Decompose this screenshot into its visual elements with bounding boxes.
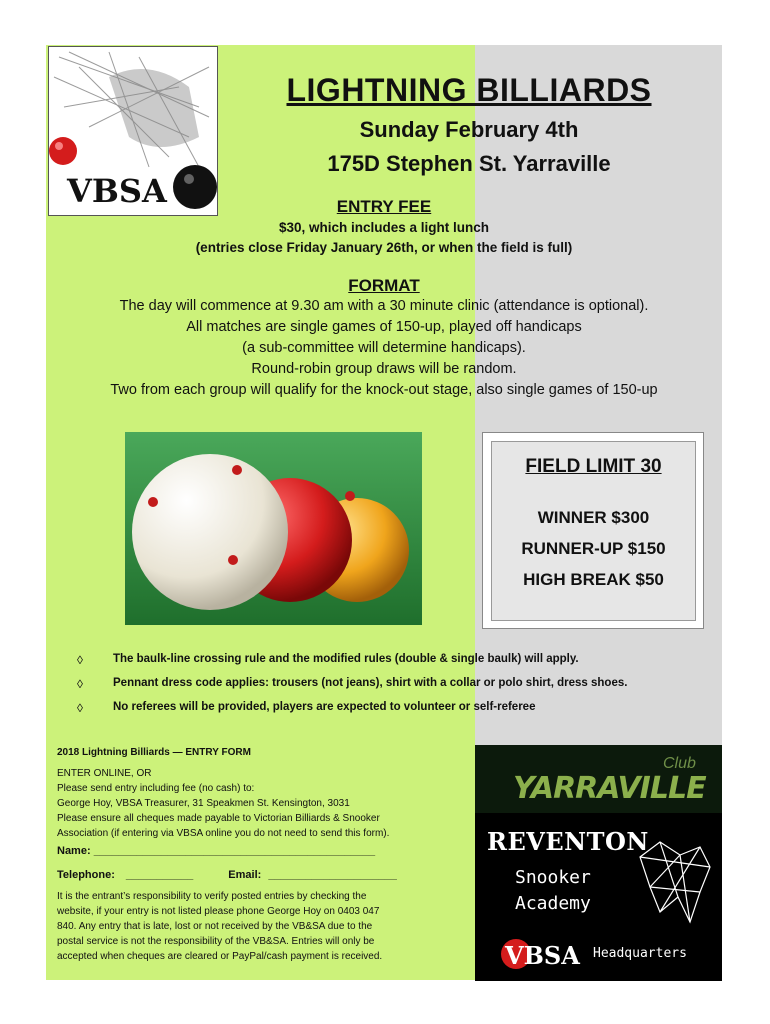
entry-fee-heading: ENTRY FEE	[336, 197, 432, 216]
name-blank[interactable]: ______________________________________________	[93, 845, 376, 857]
event-date: Sunday February 4th	[359, 117, 579, 142]
white-ball	[132, 454, 288, 610]
prize-panel	[491, 441, 696, 621]
entry-form-title: 2018 Lightning Billiards — ENTRY FORM	[57, 747, 251, 758]
red-ball-icon	[49, 137, 77, 165]
form-line: Association (if entering via VBSA online you do not need to send this form).	[57, 828, 390, 839]
email-label: Email:	[228, 869, 262, 881]
vbsa-logo-graphic	[49, 47, 217, 215]
format-line: Round-robin group draws will be random.	[251, 361, 517, 377]
form-line: George Hoy, VBSA Treasurer, 31 Speakmen St. Kensington, 3031	[57, 798, 350, 809]
yarraville-logo-text: YARRAVILLE	[513, 771, 706, 806]
yarraville-club-banner	[475, 745, 722, 813]
note-line: It is the entrant’s responsibility to verify posted entries by checking the	[57, 891, 367, 902]
entry-fee-line: $30, which includes a light lunch	[278, 220, 490, 235]
academy-word: Academy	[515, 893, 591, 914]
telephone-blank[interactable]: ___________	[125, 869, 194, 881]
diamond-bullet-icon: ◊	[77, 677, 83, 691]
billiard-balls-image	[125, 432, 422, 625]
club-word: Club	[663, 755, 696, 772]
vbsa-footer-logo: VBSA	[505, 941, 580, 970]
note-line: postal service is not the responsibility of the VB&SA. Entries will only be	[57, 936, 375, 947]
format-line: The day will commence at 9.30 am with a 30 minute clinic (attendance is optional).	[119, 298, 649, 314]
format-line: (a sub-committee will determine handicaps).	[242, 340, 526, 356]
name-field[interactable]	[57, 845, 375, 857]
name-label: Name:	[57, 845, 91, 857]
field-limit: FIELD LIMIT 30	[525, 456, 662, 477]
note-line: 840. Any entry that is late, lost or not received by the VB&SA due to the	[57, 921, 373, 932]
club-advert	[475, 745, 722, 981]
format-heading: FORMAT	[348, 276, 420, 295]
form-line: Please ensure all cheques made payable to Victorian Billiards & Snooker	[57, 813, 380, 824]
page-title: LIGHTNING BILLIARDS	[286, 72, 652, 108]
high-break-prize: HIGH BREAK $50	[523, 570, 664, 589]
rule-item: Pennant dress code applies: trousers (not jeans), shirt with a collar or polo shirt, dress shoes.	[113, 677, 628, 689]
vbsa-logo-text: VBSA	[67, 172, 167, 210]
winner-prize: WINNER $300	[537, 508, 650, 527]
note-line: website, if your entry is not listed please phone George Hoy on 0403 047	[57, 906, 380, 917]
snooker-word: Snooker	[515, 867, 591, 888]
billiard-balls-photo	[125, 432, 422, 625]
email-blank[interactable]: _____________________	[268, 869, 397, 881]
vbsa-logo	[48, 46, 218, 216]
rule-item: No referees will be provided, players are expected to volunteer or self-referee	[113, 701, 536, 713]
format-line: Two from each group will qualify for the knock-out stage, also single games of 150-up	[110, 382, 658, 398]
event-address: 175D Stephen St. Yarraville	[327, 151, 611, 176]
prize-box	[482, 432, 704, 629]
entry-close-line: (entries close Friday January 26th, or when the field is full)	[195, 240, 573, 255]
telephone-label: Telephone:	[57, 869, 115, 881]
diamond-bullet-icon: ◊	[77, 653, 83, 667]
reventon-title: REVENTON	[487, 827, 649, 856]
diamond-bullet-icon: ◊	[77, 701, 83, 715]
bull-icon	[630, 837, 718, 933]
runner-up-prize: RUNNER-UP $150	[521, 539, 666, 558]
rule-item: The baulk-line crossing rule and the modified rules (double & single baulk) will apply.	[113, 653, 579, 665]
note-line: accepted when cheques are cleared or PayPal/cash payment is received.	[57, 951, 383, 962]
form-line: Please send entry including fee (no cash) to:	[57, 783, 255, 794]
format-line: All matches are single games of 150-up, played off handicaps	[186, 319, 582, 335]
contact-fields	[57, 869, 397, 881]
headquarters-label: Headquarters	[593, 946, 687, 961]
form-line: ENTER ONLINE, OR	[57, 768, 152, 779]
